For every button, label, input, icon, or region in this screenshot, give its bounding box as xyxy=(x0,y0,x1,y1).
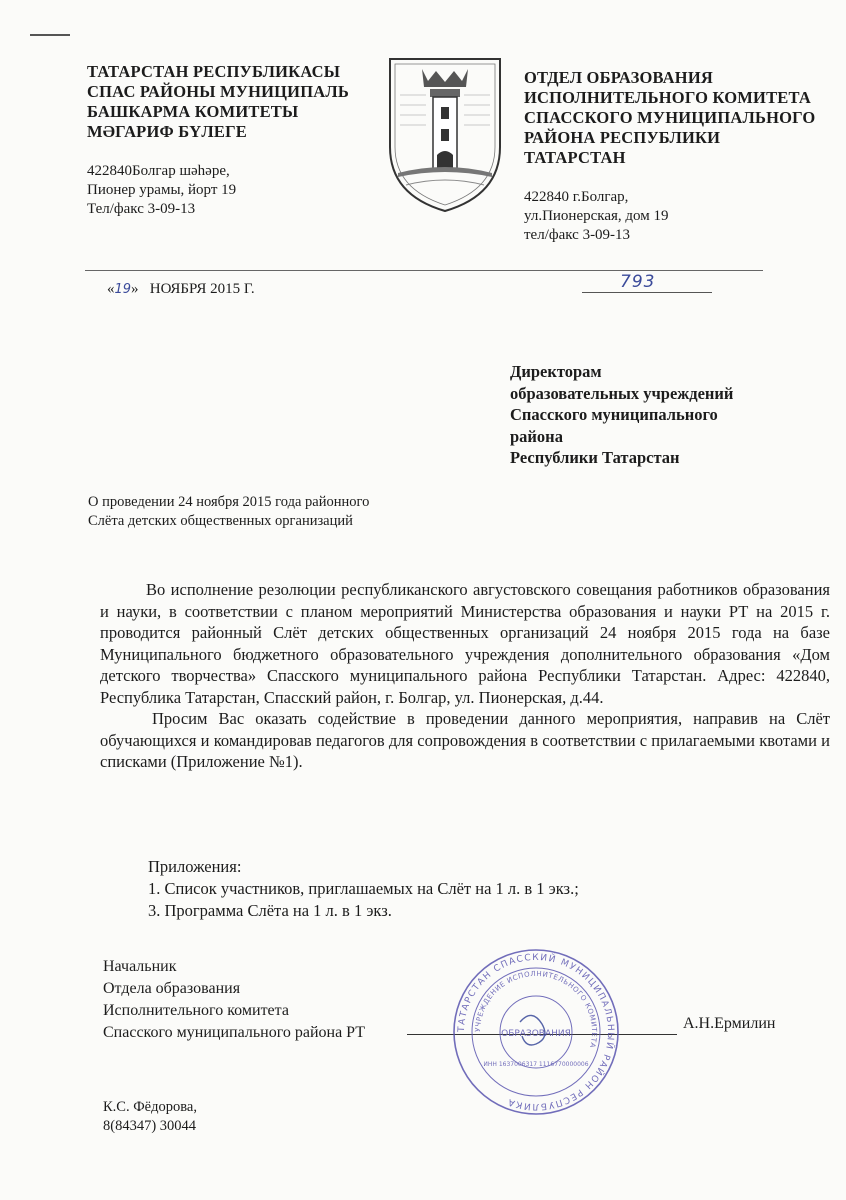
coat-of-arms-icon xyxy=(386,55,504,215)
addressee xyxy=(510,361,810,469)
body-paragraph-2: Просим Вас оказать содействие в проведении данного мероприятия, направив на Слёт обучающихся и командировав педагогов для сопровождения в соответствии с прилагаемыми квотами и списками (Приложение №1). xyxy=(100,709,830,771)
addressee-line: района xyxy=(510,426,563,446)
header-right-org xyxy=(524,68,834,168)
date-open-quote: « xyxy=(107,281,115,297)
date-month-year: НОЯБРЯ 2015 Г. xyxy=(149,281,255,297)
header-left-address-line: 422840Болгар шәһәре, xyxy=(87,163,230,179)
date-day-handwritten: 19 xyxy=(114,282,132,297)
attachment-item: 3. Программа Слёта на 1 л. в 1 экз. xyxy=(148,901,392,920)
header-divider xyxy=(85,270,763,271)
header-right-org-line: ТАТАРСТАН xyxy=(524,148,626,167)
header-right-org-line: РАЙОНА РЕСПУБЛИКИ xyxy=(524,128,721,147)
corner-mark xyxy=(30,34,70,36)
stamp-center-text: ОБРАЗОВАНИЯ xyxy=(501,1029,571,1039)
addressee-line: образовательных учреждений xyxy=(510,383,734,403)
header-right-org-line: ИСПОЛНИТЕЛЬНОГО КОМИТЕТА xyxy=(524,88,811,107)
addressee-line: Директорам xyxy=(510,362,602,381)
header-left-org-line: СПАС РАЙОНЫ МУНИЦИПАЛЬ xyxy=(87,82,349,101)
attachments-title: Приложения: xyxy=(148,857,242,876)
signature-line-text: Спасского муниципального района РТ xyxy=(103,1024,366,1041)
header-right-org-line: СПАССКОГО МУНИЦИПАЛЬНОГО xyxy=(524,108,816,127)
header-left-org-line: ТАТАРСТАН РЕСПУБЛИКАСЫ xyxy=(87,62,341,81)
subject-line: О проведении 24 ноября 2015 года районного xyxy=(88,494,370,510)
doc-number-handwritten: 793 xyxy=(620,272,656,292)
header-left-org-line: МӘГАРИФ БҮЛЕГЕ xyxy=(87,122,248,141)
header-right xyxy=(524,68,834,245)
header-right-address-line: 422840 г.Болгар, xyxy=(524,189,629,205)
letter-date xyxy=(107,281,255,298)
date-close-quote: » xyxy=(131,281,139,297)
addressee-line: Спасского муниципального xyxy=(510,405,718,424)
header-left-address-line: Пионер урамы, йорт 19 xyxy=(87,182,237,198)
addressee-line: Республики Татарстан xyxy=(510,448,680,467)
doc-number-line xyxy=(582,292,712,293)
signer-name: А.Н.Ермилин xyxy=(683,1015,776,1032)
header-right-address xyxy=(524,188,834,245)
body-paragraph-1: Во исполнение резолюции республиканского августовского совещания работников образования и науки, в соответствии с планом мероприятий Министерства образования и науки РТ на 2015 г. проводится районный Слёт детских общественных организаций 24 ноября 2015 года на базе Муниципального бюджетного образовательного учреждения дополнительного образования «Дом детского творчества» Спасского муниципального района Республики Татарстан. Адрес: 422840, Республика Татарстан, Спасский район, г. Болгар, ул. Пионерская, д.44. xyxy=(100,580,830,707)
signature-block xyxy=(103,956,433,1044)
executor xyxy=(103,1098,197,1136)
signature-line-text: Отдела образования xyxy=(103,980,241,997)
header-left-address xyxy=(87,162,377,219)
header-right-address-line: ул.Пионерская, дом 19 xyxy=(524,208,669,224)
signature-line-text: Начальник xyxy=(103,958,177,975)
header-left-address-line: Тел/факс 3-09-13 xyxy=(87,201,196,217)
official-stamp-icon xyxy=(452,948,620,1116)
letter-body xyxy=(100,579,830,773)
header-left-org-line: БАШКАРМА КОМИТЕТЫ xyxy=(87,102,299,121)
header-right-org-line: ОТДЕЛ ОБРАЗОВАНИЯ xyxy=(524,68,713,87)
subject xyxy=(88,493,428,531)
stamp-inner-text: УЧРЕЖДЕНИЕ ИСПОЛНИТЕЛЬНОГО КОМИТЕТА xyxy=(473,969,599,1049)
stamp-codes: ИНН 1637006317 1116770000006 xyxy=(483,1061,589,1068)
header-left xyxy=(87,62,377,219)
signature-line-text: Исполнительного комитета xyxy=(103,1002,289,1019)
executor-phone: 8(84347) 30044 xyxy=(103,1118,197,1134)
stamp-outer-text: ТАТАРСТАН СПАССКИЙ МУНИЦИПАЛЬНЫЙ РАЙОН РЕСПУБЛИКА xyxy=(456,952,616,1112)
executor-name: К.С. Фёдорова, xyxy=(103,1099,197,1115)
attachments xyxy=(148,856,579,922)
header-right-address-line: тел/факс 3-09-13 xyxy=(524,227,631,243)
header-left-org xyxy=(87,62,377,142)
subject-line: Слёта детских общественных организаций xyxy=(88,513,353,529)
attachment-item: 1. Список участников, приглашаемых на Слёт на 1 л. в 1 экз.; xyxy=(148,879,579,898)
